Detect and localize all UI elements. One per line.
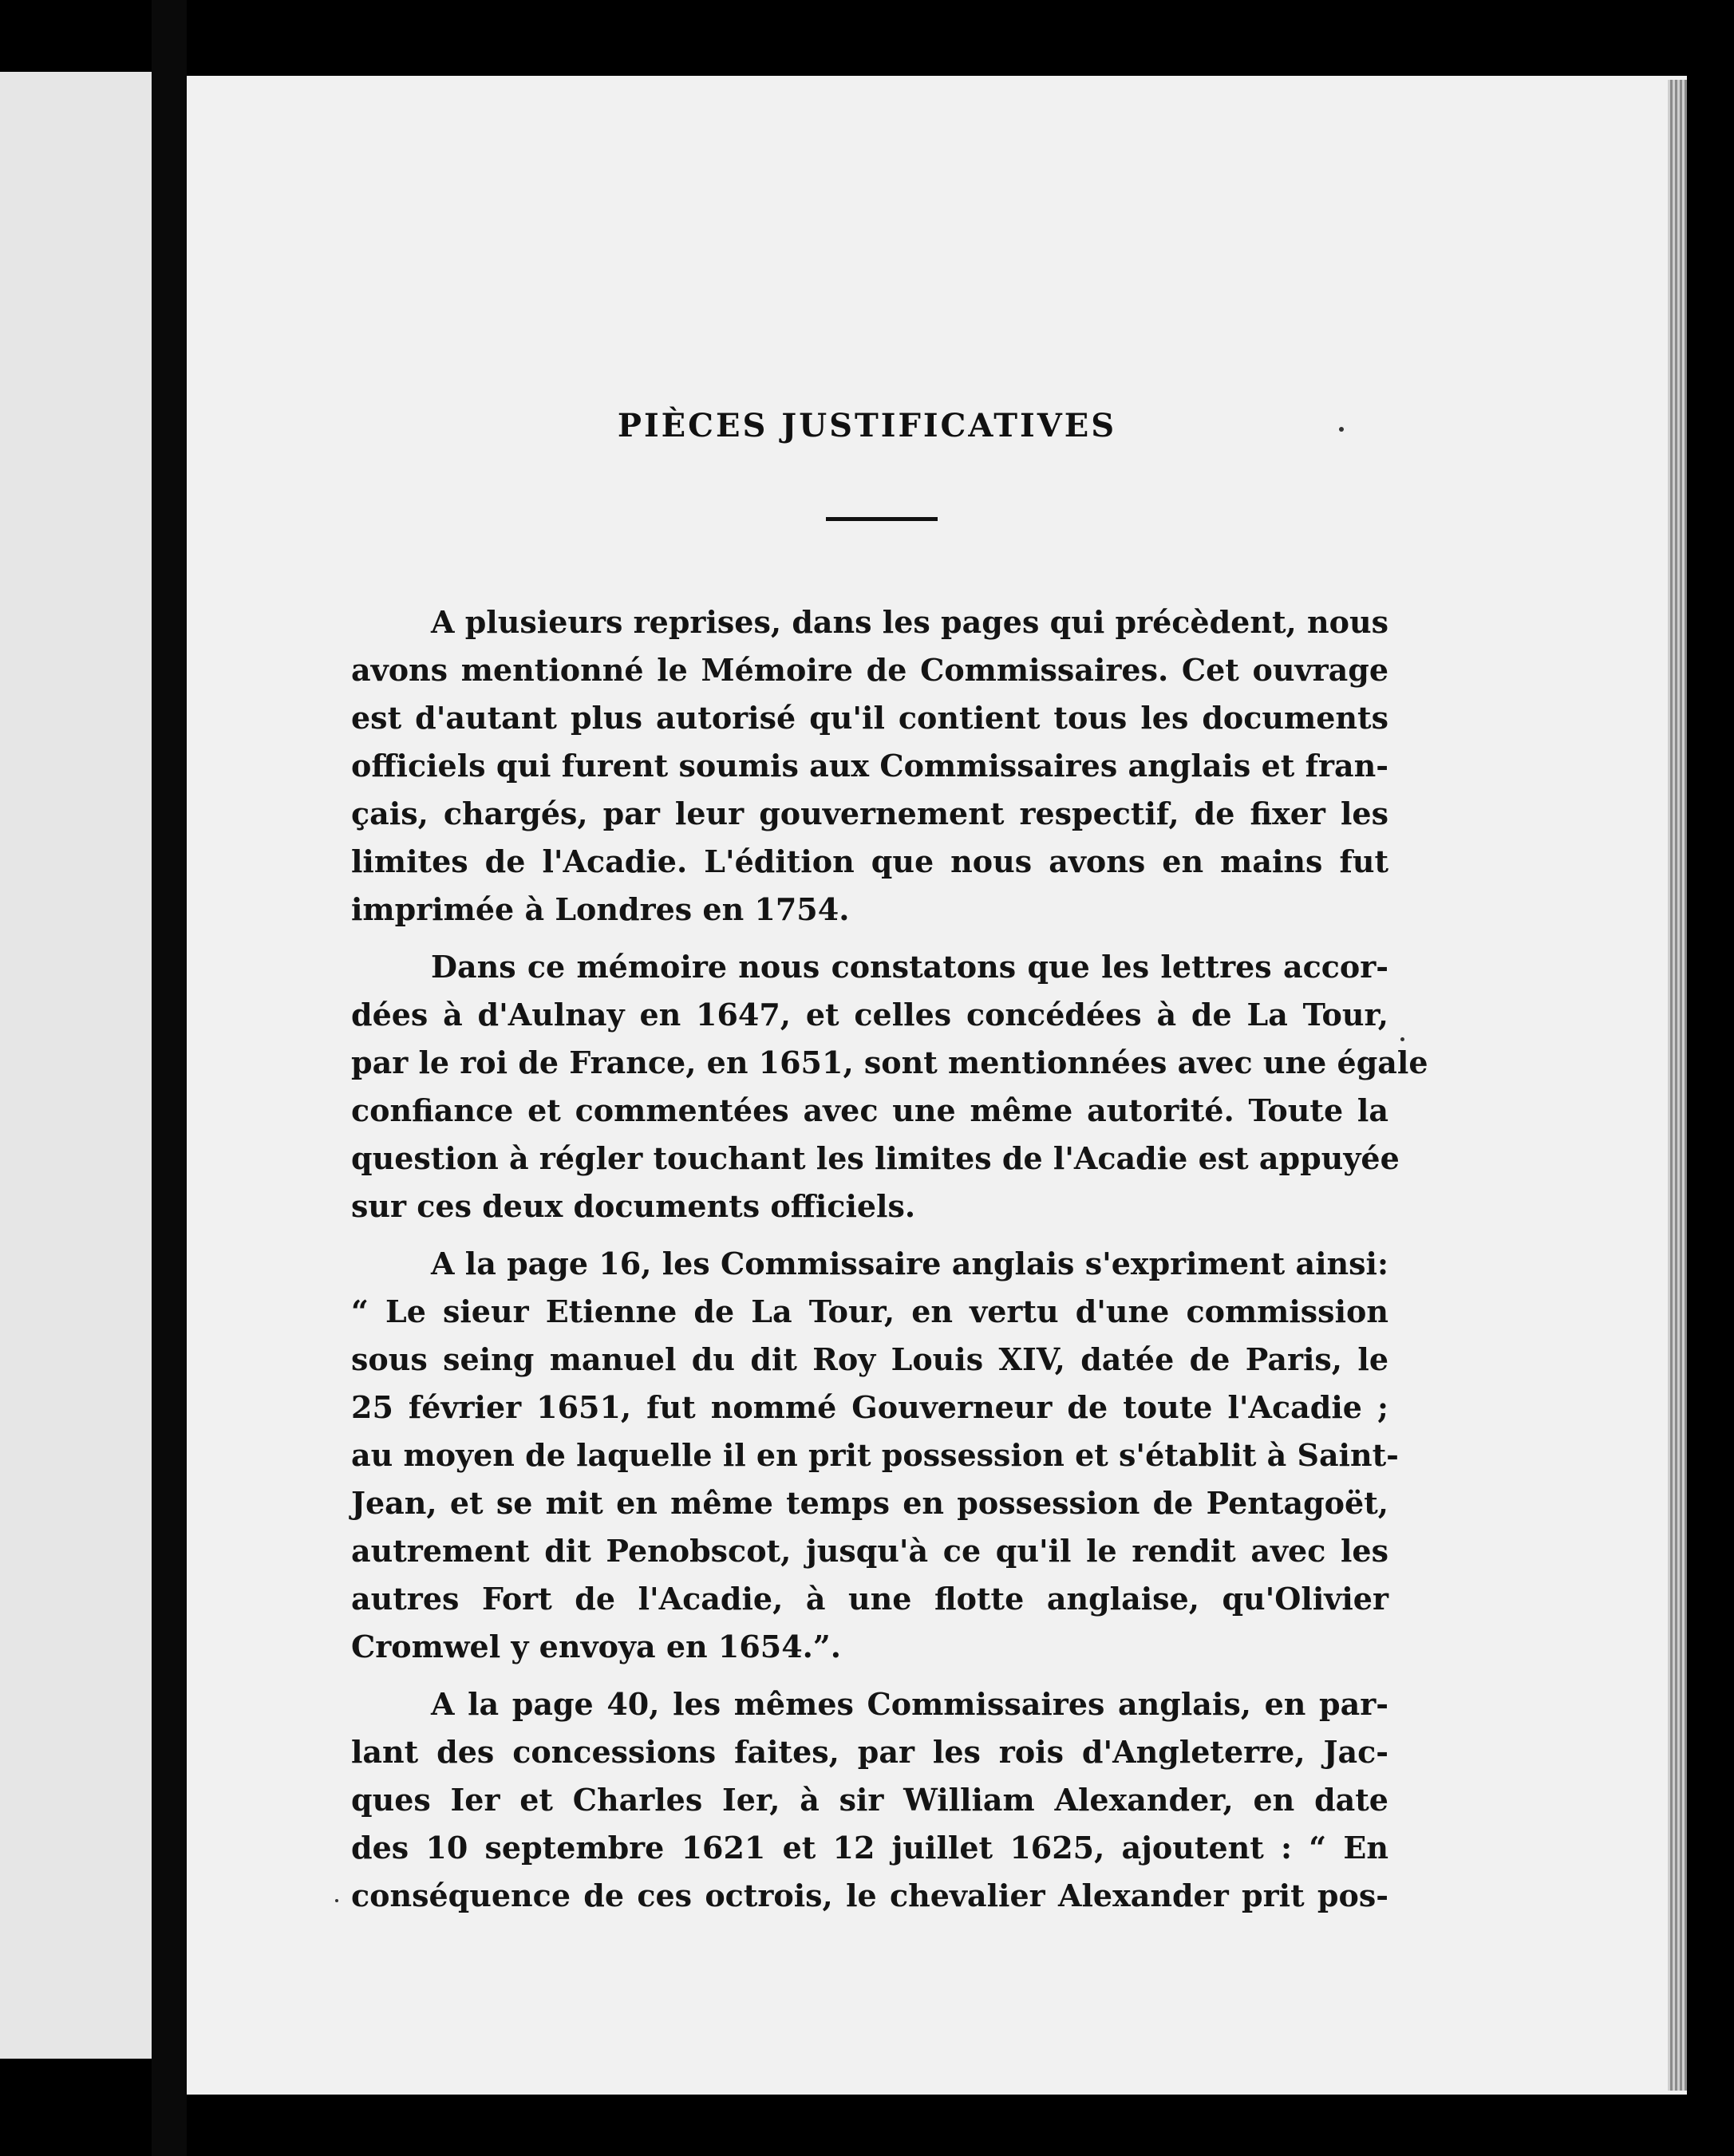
scan-speck — [335, 1899, 338, 1902]
paragraph-gap — [351, 1671, 1388, 1680]
text-line: sur ces deux documents officiels. — [351, 1188, 916, 1224]
text-line: ques Ier et Charles Ier, à sir William Alexander, en date — [351, 1782, 1388, 1818]
text-line: autrement dit Penobscot, jusqu'à ce qu'il le rendit avec les — [351, 1533, 1388, 1569]
title-rule — [826, 517, 938, 521]
paragraph-gap — [351, 1230, 1388, 1240]
paragraph — [351, 1680, 1388, 1920]
text-line: par le roi de France, en 1651, sont mentionnées avec une égale — [351, 1044, 1428, 1080]
text-line: Dans ce mémoire nous constatons que les lettres accor- — [431, 949, 1388, 985]
page-stack-edge — [1668, 80, 1687, 2091]
paragraph — [351, 598, 1388, 934]
text-line: conséquence de ces octrois, le chevalier Alexander prit pos- — [351, 1878, 1388, 1913]
text-line: limites de l'Acadie. L'édition que nous avons en mains fut — [351, 843, 1388, 879]
scan-speck — [1400, 1037, 1404, 1041]
text-line: des 10 septembre 1621 et 12 juillet 1625, ajoutent : “ En — [351, 1830, 1388, 1866]
text-line: lant des concessions faites, par les rois d'Angleterre, Jac- — [351, 1734, 1388, 1770]
paragraph — [351, 943, 1428, 1230]
text-line: autres Fort de l'Acadie, à une flotte anglaise, qu'Olivier — [351, 1581, 1388, 1617]
scan-border — [1687, 64, 1734, 2156]
text-line: çais, chargés, par leur gouvernement respectif, de fixer les — [351, 796, 1388, 831]
text-line: officiels qui furent soumis aux Commissaires anglais et fran- — [351, 748, 1388, 784]
text-line: dées à d'Aulnay en 1647, et celles concédées à de La Tour, — [351, 997, 1388, 1033]
paragraph — [351, 1240, 1399, 1671]
paragraph-gap — [351, 934, 1388, 943]
text-line: confiance et commentées avec une même autorité. Toute la — [351, 1092, 1388, 1128]
book-gutter — [152, 0, 187, 2156]
text-line: A plusieurs reprises, dans les pages qui précèdent, nous — [431, 604, 1388, 640]
text-line: avons mentionné le Mémoire de Commissaires. Cet ouvrage — [351, 652, 1388, 688]
facing-page-edge — [0, 72, 152, 2059]
text-line: question à régler touchant les limites de l'Acadie est appuyée — [351, 1140, 1400, 1176]
text-line: au moyen de laquelle il en prit possession et s'établit à Saint- — [351, 1437, 1399, 1473]
text-line: 25 février 1651, fut nommé Gouverneur de toute l'Acadie ; — [351, 1389, 1388, 1425]
text-line: A la page 16, les Commissaire anglais s'expriment ainsi: — [431, 1246, 1388, 1281]
text-line: est d'autant plus autorisé qu'il contient tous les documents — [351, 700, 1388, 736]
body-text — [351, 598, 1428, 1920]
text-line: Cromwel y envoya en 1654.”. — [351, 1629, 841, 1664]
page-title: PIÈCES JUSTIFICATIVES — [617, 407, 1117, 444]
text-line: Jean, et se mit en même temps en possession de Pentagoët, — [351, 1485, 1388, 1521]
text-line: sous seing manuel du dit Roy Louis XIV, datée de Paris, le — [351, 1341, 1388, 1377]
text-line: A la page 40, les mêmes Commissaires anglais, en par- — [431, 1686, 1388, 1722]
text-line: imprimée à Londres en 1754. — [351, 891, 850, 927]
text-line: “ Le sieur Etienne de La Tour, en vertu d'une commission — [351, 1293, 1388, 1329]
